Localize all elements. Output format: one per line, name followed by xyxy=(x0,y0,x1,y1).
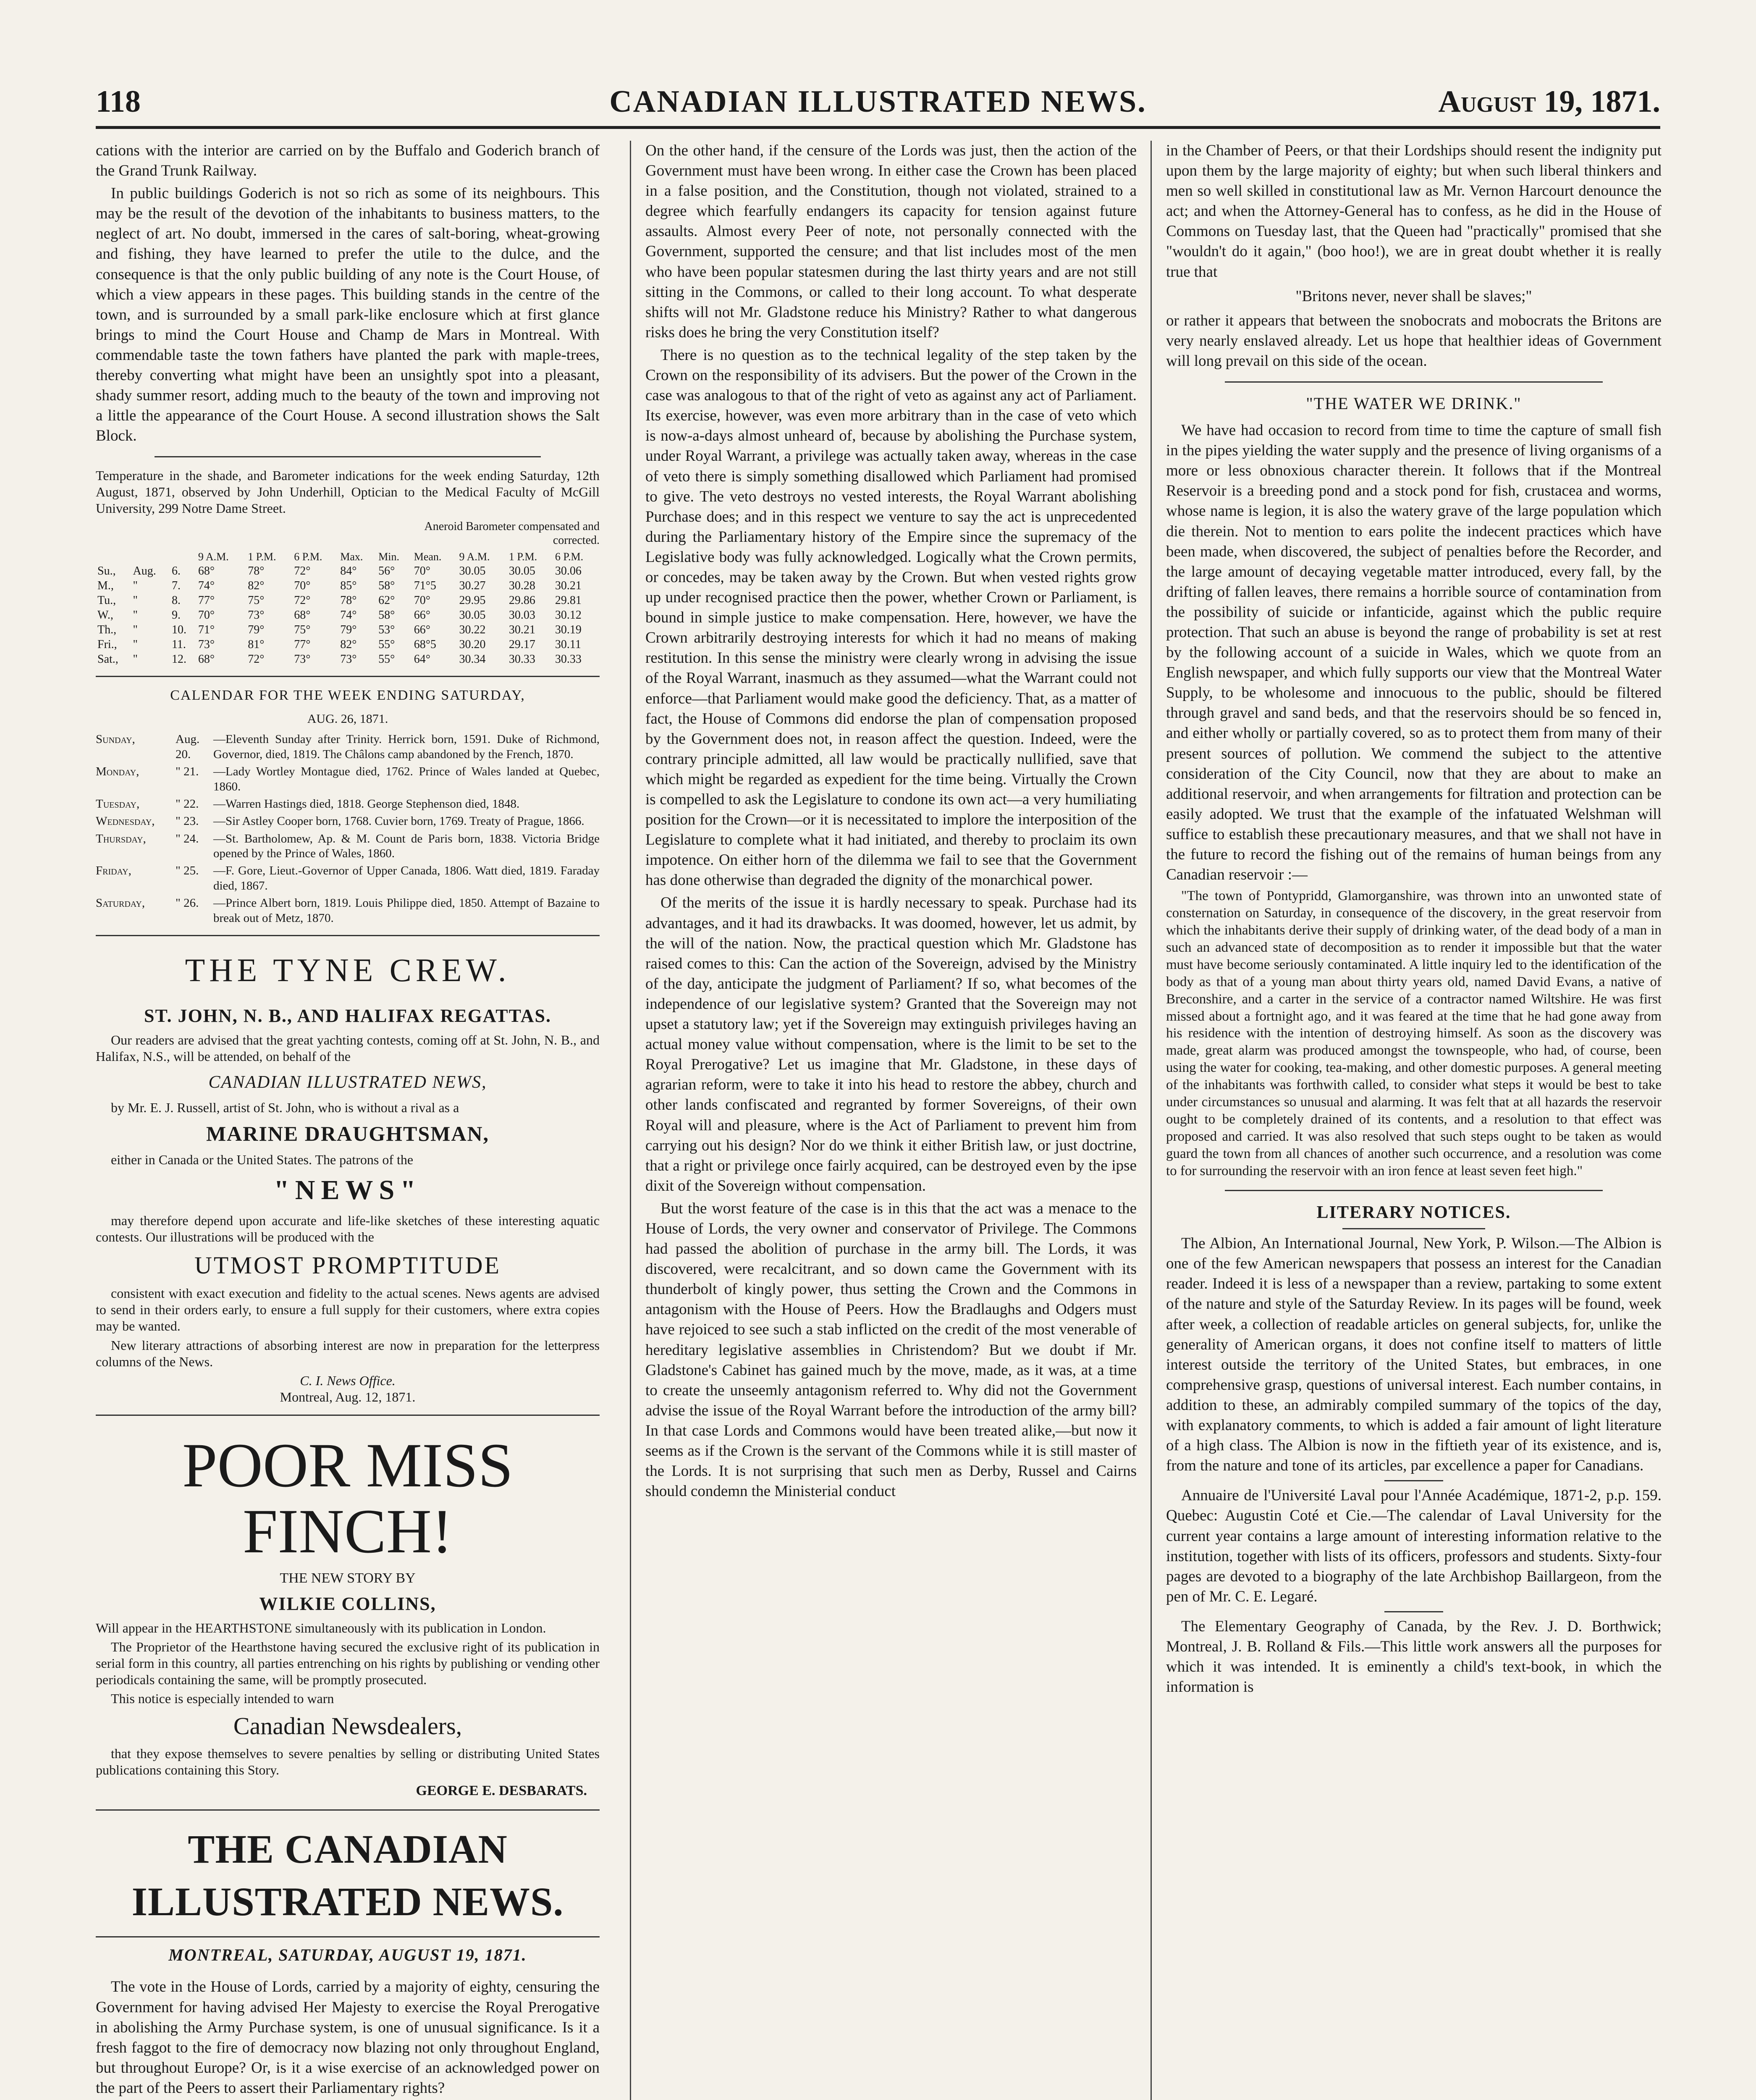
calendar-day: Saturday, xyxy=(96,896,145,910)
weather-cell: 82° xyxy=(340,638,357,651)
weather-cell: 72° xyxy=(248,653,265,666)
weather-cell: 77° xyxy=(294,638,311,651)
divider xyxy=(96,676,600,677)
literary-notice-1: The Albion, An International Journal, New York, P. Wilson.—The Albion is one of the few American newspapers that possess an interest for the Canadian reader. Indeed it is less of a newspaper than a review, partaking to some extent of the nature and style of the Saturday Review. In its pages will be found, week after week, a collection of readable articles on general subjects, for, unlike the generality of American organs, it does not confine itself to matters of little interest outside the territory of the United States, but embraces, in one comprehensive grasp, questions of universal interest. Each number contains, in addition to these, an admirably compiled summary of the topics of the day, with explanatory comments, to which is added a fair amount of light literature of a high class. The Albion is now in the fiftieth year of its existence, and is, from the nature and tone of its articles, par excellence a paper for Canadians. xyxy=(1166,1235,1662,1475)
weather-cell: " xyxy=(133,653,138,666)
weather-cell: 79° xyxy=(248,623,265,637)
weather-cell: 30.21 xyxy=(508,623,535,637)
finch-author: WILKIE COLLINS, xyxy=(259,1593,436,1614)
weather-row xyxy=(96,578,600,593)
literary-notices-title: LITERARY NOTICES. xyxy=(1316,1202,1511,1222)
weather-cell: 55° xyxy=(378,653,395,666)
weather-cell: 70° xyxy=(294,579,311,593)
weather-cell: 30.05 xyxy=(508,564,535,578)
finch-text-3: This notice is especially intended to warn xyxy=(111,1691,334,1706)
divider xyxy=(1225,381,1603,383)
weather-cell: 66° xyxy=(414,609,430,622)
calendar-entry xyxy=(96,814,600,829)
weather-cell: 29.81 xyxy=(555,594,582,607)
finch-text-1: Will appear in the HEARTHSTONE simultaneously with its publication in London. xyxy=(96,1620,546,1636)
canadian-newsdealers: Canadian Newsdealers, xyxy=(233,1712,462,1740)
weather-cell: 30.22 xyxy=(459,623,486,637)
calendar-day: Wednesday, xyxy=(96,814,155,828)
weather-cell: 66° xyxy=(414,623,430,637)
weather-cell: Th., xyxy=(97,623,117,637)
weather-header-cell: 6 P.M. xyxy=(294,550,322,563)
weather-cell: 8. xyxy=(171,594,181,607)
poem-quote: "Britons never, never shall be slaves;" xyxy=(1295,287,1532,305)
weather-cell: 73° xyxy=(198,638,215,651)
weather-cell: 53° xyxy=(378,623,395,637)
calendar-date: " 23. xyxy=(176,814,199,828)
weather-row xyxy=(96,593,600,608)
weather-cell: 64° xyxy=(414,653,430,666)
weather-cell: 72° xyxy=(294,594,311,607)
calendar-title: CALENDAR FOR THE WEEK ENDING SATURDAY, xyxy=(170,688,525,704)
paper-title: THE CANADIAN ILLUSTRATED NEWS. xyxy=(131,1826,564,1924)
weather-cell: " xyxy=(133,609,138,622)
weather-row xyxy=(96,652,600,667)
calendar-subtitle: AUG. 26, 1871. xyxy=(307,712,388,726)
weather-cell: 75° xyxy=(294,623,311,637)
finch-text-2: The Proprietor of the Hearthstone having secured the exclusive right of its publication in serial form in this country, all parties entrenching on his rights by publishing or vending other periodicals containing the same, will be promptly prosecuted. xyxy=(96,1639,600,1688)
calendar-day: Friday, xyxy=(96,864,131,878)
weather-header-cell: 1 P.M. xyxy=(248,550,276,563)
intro-paragraph-2: In public buildings Goderich is not so rich as some of its neighbours. This may be the result of the devotion of the inhabitants to business matters, to the neglect of art. No doubt, immersed in the cares of salt-boring, wheat-growing and fishing, they have learned to prefer the utile to the dulce, and the consequence is that the only public building of any note is the Court House, of which a view appears in these pages. This building stands in the centre of the town, and is surrounded by a small park-like enclosure which at first glance brings to mind the Court House and Champ de Mars in Montreal. With commendable taste the town fathers have planted the park with maple-trees, thereby converting what might have been an unsightly spot into a pleasant, shady summer resort, adding much to the beauty of the town and improving not a little the appearance of the Court House. A second illustration shows the Salt Block. xyxy=(96,185,600,445)
calendar-entry xyxy=(96,832,600,861)
weather-cell: 30.05 xyxy=(459,609,486,622)
weather-cell: 30.12 xyxy=(555,609,582,622)
weather-row xyxy=(96,564,600,578)
editorial-paragraph-1: On the other hand, if the censure of the Lords was just, then the action of the Government must have been wrong. In either case the Crown has been placed in a false position, and the Constitution, though not violated, strained to a degree which fearfully endangers its capacity for tension against future assaults. Almost every Peer of note, not personally connected with the Government, supported the censure; and that list includes most of the men who have been popular statesmen during the last thirty years and are not still sitting in the Commons, or called to their long account. To what desperate shifts will not Mr. Gladstone reduce his Ministry? Rather to what dangerous risks does he bring the very Constitution itself? xyxy=(645,142,1137,341)
intro-paragraph-1: cations with the interior are carried on by the Buffalo and Goderich branch of the Grand Trunk Railway. xyxy=(96,142,600,180)
regatta-text-2: by Mr. E. J. Russell, artist of St. John, who is without a rival as a xyxy=(111,1100,459,1116)
weather-cell: Tu., xyxy=(97,594,116,607)
regatta-text-6: New literary attractions of absorbing interest are now in preparation for the letterpress columns of the News. xyxy=(96,1337,600,1369)
calendar-day: Tuesday, xyxy=(96,797,140,811)
weather-cell: 79° xyxy=(340,623,357,637)
weather-cell: W., xyxy=(97,609,113,622)
weather-cell: 29.17 xyxy=(508,638,535,651)
calendar-text: —Eleventh Sunday after Trinity. Herrick born, 1591. Duke of Richmond, Governor, died, 1819. The Châlons camp abandoned by the French, 1870. xyxy=(213,732,600,761)
weather-cell: " xyxy=(133,638,138,651)
weather-cell: 30.19 xyxy=(555,623,582,637)
editorial-conclusion: or rather it appears that between the snobocrats and mobocrats the Britons are very nearly enslaved already. Let us hope that healthier ideas of Government will long prevail on this side of the ocean. xyxy=(1166,312,1662,370)
weather-cell: 70° xyxy=(414,594,430,607)
weather-cell: Fri., xyxy=(97,638,117,651)
weather-cell: 10. xyxy=(171,623,186,637)
news-heading: "NEWS" xyxy=(274,1175,422,1206)
regattas-title: ST. JOHN, N. B., AND HALIFAX REGATTAS. xyxy=(144,1005,551,1026)
weather-cell: 30.06 xyxy=(555,564,582,578)
weather-header-cell: 9 A.M. xyxy=(198,550,229,563)
weather-cell: 81° xyxy=(248,638,265,651)
weather-cell: 30.33 xyxy=(555,653,582,666)
divider xyxy=(155,456,541,457)
column-1 xyxy=(96,141,600,2100)
weather-header-cell: Mean. xyxy=(414,550,442,563)
weather-cell: 82° xyxy=(248,579,265,593)
weather-cell: 73° xyxy=(340,653,357,666)
divider xyxy=(1384,1480,1443,1481)
calendar-text: —Warren Hastings died, 1818. George Stephenson died, 1848. xyxy=(213,797,520,811)
weather-cell: 56° xyxy=(378,564,395,578)
calendar-date: " 24. xyxy=(176,832,199,845)
water-paragraph: We have had occasion to record from time to time the capture of small fish in the pipes yielding the water supply and the presence of living organisms of a more or less obnoxious character therein. It follows that if the Montreal Reservoir is a breeding pond and a stock pond for fish, crustacea and worms, whose name is legion, it is also the watery grave of the large population which die therein. Not to mention to ears polite the indecent practices which have been made, when discovered, the subject of penalties before the Recorder, and the large amount of decaying vegetable matter introduced, every fall, by the drifting of fallen leaves, there remains a horrible source of contamination from the possibility of suicide or infanticide, against which the public require protection. That such an abuse is beyond the range of probability is set at rest by the following account of a suicide in Wales, which we quote from an English newspaper, and which fully supports our view that the Montreal Water Supply, to be wholesome and innocuous to the public, should be filtered through gravel and sand beds, and that the reservoirs should be so fenced in, and either wholly or partially covered, so as to protect them from many of their present sources of pollution. We commend the subject to the attentive consideration of the City Council, now that they are about to make an additional reservoir, and when arrangements for filtration and protection can be easily adopted. We trust that the example of the infatuated Welshman will suffice to establish these precautionary measures, and that we shall not have in the future to record the fishing out of the remains of human beings from any Canadian reservoir :— xyxy=(1166,422,1662,884)
weather-cell: 72° xyxy=(294,564,311,578)
finch-signature: GEORGE E. DESBARATS. xyxy=(416,1782,587,1798)
masthead xyxy=(96,80,1660,129)
weather-cell: 78° xyxy=(248,564,265,578)
finch-text-4: that they expose themselves to severe penalties by selling or distributing United States publications containing this Story. xyxy=(96,1746,600,1777)
weather-cell: 70° xyxy=(198,609,215,622)
weather-header-cell: Max. xyxy=(340,550,363,563)
calendar-date: " 25. xyxy=(176,864,199,878)
weather-cell: 30.34 xyxy=(459,653,486,666)
editorial-paragraph-3: Of the merits of the issue it is hardly necessary to speak. Purchase had its advantages, and it had its drawbacks. It was doomed, however, let us admit, by the will of the nation. Now, the practical question which Mr. Gladstone has raised comes to this: Can the action of the Sovereign, advised by the Ministry of the day, anticipate the judgment of Parliament? If so, what becomes of the independence of our legislative system? Granted that the Sovereign may not upset a statutory law; yet if the Sovereign may extinguish privileges having an actual money value without compensation, where is the limit to be set to the Royal Prerogative? Let us imagine that Mr. Gladstone, in these days of agrarian reform, were to take it into his head to restore the abbey, church and other lands confiscated and regranted by former Sovereigns, of their own Royal will and pleasure, where is the Act of Parliament to prevent him from carrying out his design? Nor do we think it either British law, or just doctrine, that a right or privilege once fairly acquired, can be destroyed even by the ipse dixit of the Sovereign without compensation. xyxy=(645,894,1137,1194)
barometer-note: Aneroid Barometer compensated and corrected. xyxy=(424,520,600,547)
weather-cell: " xyxy=(133,579,138,593)
weather-cell: 30.03 xyxy=(508,609,535,622)
editorial-paragraph-4: But the worst feature of the case is in this that the act was a menace to the House of Lords, the very owner and conservator of Privilege. The Commons had passed the abolition of purchase in the army bill. The Lords, it was discovered, were recalcitrant, and so down came the Government with its thunderbolt of kingly power, thus setting the Crown and the Commons in antagonism with the House of Peers. How the Bradlaughs and Odgers must have rejoiced to see such a stab inflicted on the credit of the most venerable of hereditary legislative assemblies in Christendom? But we doubt if Mr. Gladstone's Cabinet has gained much by the move, made, as it was, at a time to create the unseemly antagonism referred to. Why did not the Government advise the issue of the Royal Warrant before the introduction of the army bill? In that case Lords and Commons would have been treated alike,—but now it seems as if the Crown is the servant of the Commons while it is still master of the Lords. It is not surprising that such men as Derby, Russel and Cairns should condemn the Ministerial conduct xyxy=(645,1200,1137,1500)
weather-cell: 30.33 xyxy=(508,653,535,666)
weather-cell: 30.28 xyxy=(508,579,535,593)
lead-paragraph-1: The vote in the House of Lords, carried by a majority of eighty, censuring the Government for having advised Her Majesty to exercise the Royal Prerogative in abolishing the Army Purchase system, is one of unusual significance. Is it a fresh faggot to the fire of democracy now blazing not only throughout England, but throughout Europe? Or, is it a wise exercise of an acknowledged power on the part of the Peers to assert their Parliamentary rights? xyxy=(96,1978,600,2097)
column-3 xyxy=(1151,141,1662,2100)
divider xyxy=(1225,1190,1603,1191)
regatta-signature-1: C. I. News Office. xyxy=(300,1373,396,1388)
weather-cell: 30.20 xyxy=(459,638,486,651)
weather-cell: 30.21 xyxy=(555,579,582,593)
weather-cell: 74° xyxy=(198,579,215,593)
literary-notice-3: The Elementary Geography of Canada, by the Rev. J. D. Borthwick; Montreal, J. B. Rolland & Fils.—This little work answers all the purposes for which it was intended. It is eminently a child's text-book, in which the information is xyxy=(1166,1617,1662,1696)
divider xyxy=(96,1936,600,1937)
weather-cell: 68° xyxy=(294,609,311,622)
weather-cell: 68°5 xyxy=(414,638,436,651)
newspaper-title: CANADIAN ILLUSTRATED NEWS. xyxy=(609,84,1147,119)
regatta-text-4: may therefore depend upon accurate and life-like sketches of these interesting aquatic contests. Our illustrations will be produced with the xyxy=(96,1213,600,1244)
utmost-promptitude: UTMOST PROMPTITUDE xyxy=(194,1252,501,1279)
weather-cell: 84° xyxy=(340,564,357,578)
weather-cell: 74° xyxy=(340,609,357,622)
calendar-date: " 22. xyxy=(176,797,199,811)
divider xyxy=(96,1809,600,1811)
dateline: MONTREAL, SATURDAY, AUGUST 19, 1871. xyxy=(168,1945,527,1965)
weather-cell: 78° xyxy=(340,594,357,607)
calendar-list xyxy=(96,732,600,926)
weather-cell: 7. xyxy=(171,579,181,593)
weather-cell: 68° xyxy=(198,564,215,578)
calendar-entry xyxy=(96,732,600,762)
weather-cell: Aug. xyxy=(133,564,156,578)
weather-header-cell: 1 P.M. xyxy=(508,550,537,563)
weather-cell: 62° xyxy=(378,594,395,607)
weather-cell: Su., xyxy=(97,564,116,578)
regatta-signature-2: Montreal, Aug. 12, 1871. xyxy=(280,1389,416,1404)
calendar-day: Monday, xyxy=(96,765,139,779)
calendar-entry xyxy=(96,797,600,811)
weather-header-cell: 9 A.M. xyxy=(459,550,490,563)
water-quote: "The town of Pontypridd, Glamorganshire, was thrown into an unwonted state of consternation on Saturday, in consequence of the discovery, in the great reservoir from which the inhabitants derive their supply of drinking water, of the dead body of a man in such an advanced state of decomposition as to render it impossible but that the water must have become seriously contaminated. A little inquiry led to the identification of the body as that of a young man about thirty years old, named David Evans, a native of Breconshire, and a carter in the service of a contractor named Wiltshire. He was first missed about a fortnight ago, and it was feared at the time that he had gone away from his residence with the intention of destroying himself. As soon as the discovery was made, great alarm was produced amongst the townspeople, who had, of course, been using the water for cooking, tea-making, and other domestic purposes. A general meeting of the inhabitants was forthwith called, to consider what steps it would be best to take under circumstances so unusual and alarming. It was felt that at all hazards the reservoir ought to be completely drained of its contents, and a resolution to that effect was proposed and carried. It was also resolved that such steps ought to be taken as would guard the town from all chances of another such occurrence, and a resolution was come to for surrounding the reservoir with an iron fence at least seven feet high." xyxy=(1166,888,1662,1179)
weather-cell: 71°5 xyxy=(414,579,436,593)
weather-cell: 29.86 xyxy=(508,594,535,607)
issue-date: August 19, 1871. xyxy=(1438,84,1660,119)
weather-cell: 11. xyxy=(171,638,186,651)
regatta-text-1: Our readers are advised that the great yachting contests, coming off at St. John, N. B., and Halifax, N.S., will be attended, on behalf of the xyxy=(96,1032,600,1064)
weather-cell: 12. xyxy=(171,653,186,666)
weather-cell: 9. xyxy=(171,609,181,622)
weather-cell: 75° xyxy=(248,594,265,607)
weather-cell: 73° xyxy=(294,653,311,666)
weather-cell: 30.27 xyxy=(459,579,486,593)
calendar-entry xyxy=(96,764,600,794)
weather-cell: 77° xyxy=(198,594,215,607)
calendar-date: Aug. 20. xyxy=(176,732,200,761)
calendar-day: Sunday, xyxy=(96,732,135,746)
weather-cell: 71° xyxy=(198,623,215,637)
weather-header-cell: 6 P.M. xyxy=(555,550,584,563)
temperature-note: Temperature in the shade, and Barometer indications for the week ending Saturday, 12th August, 1871, observed by John Underhill, Optician to the Medical Faculty of McGill University, 299 Notre Dame Street. xyxy=(96,468,600,516)
weather-cell: 55° xyxy=(378,638,395,651)
regatta-text-5: consistent with exact execution and fidelity to the actual scenes. News agents are advised to send in their orders early, to ensure a full supply for their customers, where extra copies may be wanted. xyxy=(96,1286,600,1334)
weather-header-cell xyxy=(96,550,131,564)
weather-cell: " xyxy=(133,594,138,607)
weather-cell: 70° xyxy=(414,564,430,578)
divider xyxy=(96,1415,600,1416)
calendar-entry xyxy=(96,864,600,893)
calendar-text: —Lady Wortley Montague died, 1762. Prince of Wales landed at Quebec, 1860. xyxy=(213,765,600,793)
page-number: 118 xyxy=(96,84,141,119)
weather-cell: 30.05 xyxy=(459,564,486,578)
calendar-text: —St. Bartholomew, Ap. & M. Count de Paris born, 1838. Victoria Bridge opened by the Prince of Wales, 1860. xyxy=(213,832,600,860)
weather-cell: " xyxy=(133,623,138,637)
regatta-paper-name: CANADIAN ILLUSTRATED NEWS, xyxy=(208,1072,487,1092)
divider xyxy=(1384,1611,1443,1612)
weather-cell: 58° xyxy=(378,579,395,593)
tyne-crew-title: THE TYNE CREW. xyxy=(185,951,511,988)
weather-row xyxy=(96,608,600,622)
calendar-day: Thursday, xyxy=(96,832,146,845)
weather-cell: 58° xyxy=(378,609,395,622)
poor-miss-finch-title: POOR MISS FINCH! xyxy=(182,1430,513,1567)
editorial-paragraph-2: There is no question as to the technical legality of the step taken by the Crown on the responsibility of its advisers. But the power of the Crown in the case was analogous to that of the right of veto as against any act of Parliament. Its exercise, however, was even more arbitrary than in the case of veto which is now-a-days almost unheard of, because by abolishing the Purchase system, under Royal Warrant, a privilege was actually taken away, whereas in the case of veto there is simply something disallowed which Parliament had promised to give. The veto destroys no vested interests, the Royal Warrant abolishing Purchase does; and in this respect we venture to say the act is unprecedented during the Parliamentary history of the Empire since the supremacy of the Legislative body was fully acknowledged. Logically what the Crown permits, or concedes, may be taken away by the Crown. But when vested rights grow up under recognised practice then the power, whether Crown or Parliament, is bound in simple justice to make compensation. Here, however, we have the Crown arbitrarily destroying interests for which it had no means of making restitution. In this sense the ministry were clearly wrong in advising the issue of the Royal Warrant, inasmuch as they assumed—what the Warrant could not enforce—that Parliament would make good the deficiency. That, as a matter of fact, the House of Commons did endorse the plan of compensation proposed by the Government does not, in reason affect the question. Indeed, were the contrary principle admitted, all law would be practically nullified, save that which might be regarded as expedient for the time being. Virtually the Crown is compelled to ask the Legislature to condone its own act—a very humiliating position for the Crown—or it is necessitated to implore the interposition of the Legislature to complete what it had initiated, and thereby to proclaim its own impotence. On either horn of the dilemma we fail to see that the Government has done otherwise than degraded the dignity of the monarchical power. xyxy=(645,346,1137,889)
calendar-date: " 26. xyxy=(176,896,199,910)
literary-notice-2: Annuaire de l'Université Laval pour l'Année Académique, 1871-2, p.p. 159. Quebec: Augustin Coté et Cie.—The calendar of Laval University for the current year contains a large amount of interesting information relative to the institution, together with lists of its officers, professors and students. Sixty-four pages are devoted to a biography of the late Archbishop Baillargeon, from the pen of Mr. C. E. Legaré. xyxy=(1166,1487,1662,1605)
column-2 xyxy=(630,141,1137,2100)
editorial-continuation: in the Chamber of Peers, or that their Lordships should resent the indignity put upon them by the large majority of eighty; but when such liberal thinkers and men so well skilled in constitutional law as Mr. Vernon Harcourt denounce the act; and when the Attorney-General has to confess, as he did in the House of Commons on Tuesday last, that the Queen had "practically" promised that she "wouldn't do it again," (boo hoo!), we are in great doubt whether it is really true that xyxy=(1166,142,1662,281)
weather-row xyxy=(96,637,600,652)
marine-draughtsman: MARINE DRAUGHTSMAN, xyxy=(206,1122,490,1146)
calendar-entry xyxy=(96,896,600,926)
calendar-text: —Sir Astley Cooper born, 1768. Cuvier born, 1769. Treaty of Prague, 1866. xyxy=(213,814,584,828)
weather-cell: 85° xyxy=(340,579,357,593)
weather-header-cell xyxy=(131,550,170,564)
calendar-text: —F. Gore, Lieut.-Governor of Upper Canada, 1806. Watt died, 1819. Faraday died, 1867. xyxy=(213,864,600,892)
water-title: "THE WATER WE DRINK." xyxy=(1306,394,1522,413)
weather-cell: 73° xyxy=(248,609,265,622)
weather-cell: 6. xyxy=(171,564,181,578)
calendar-text: —Prince Albert born, 1819. Louis Philippe died, 1850. Attempt of Bazaine to break out of Metz, 1870. xyxy=(213,896,600,925)
weather-cell: Sat., xyxy=(97,653,118,666)
regatta-text-3: either in Canada or the United States. The patrons of the xyxy=(111,1152,414,1168)
weather-row xyxy=(96,622,600,637)
divider xyxy=(96,935,600,936)
calendar-date: " 21. xyxy=(176,765,199,779)
weather-table xyxy=(96,550,600,667)
weather-cell: 30.11 xyxy=(555,638,581,651)
weather-cell: M., xyxy=(97,579,114,593)
finch-subtitle: THE NEW STORY BY xyxy=(280,1570,416,1586)
weather-header-cell: Min. xyxy=(378,550,399,563)
weather-cell: 29.95 xyxy=(459,594,486,607)
divider xyxy=(1342,1228,1485,1229)
weather-header-cell xyxy=(170,550,197,564)
weather-cell: 68° xyxy=(198,653,215,666)
